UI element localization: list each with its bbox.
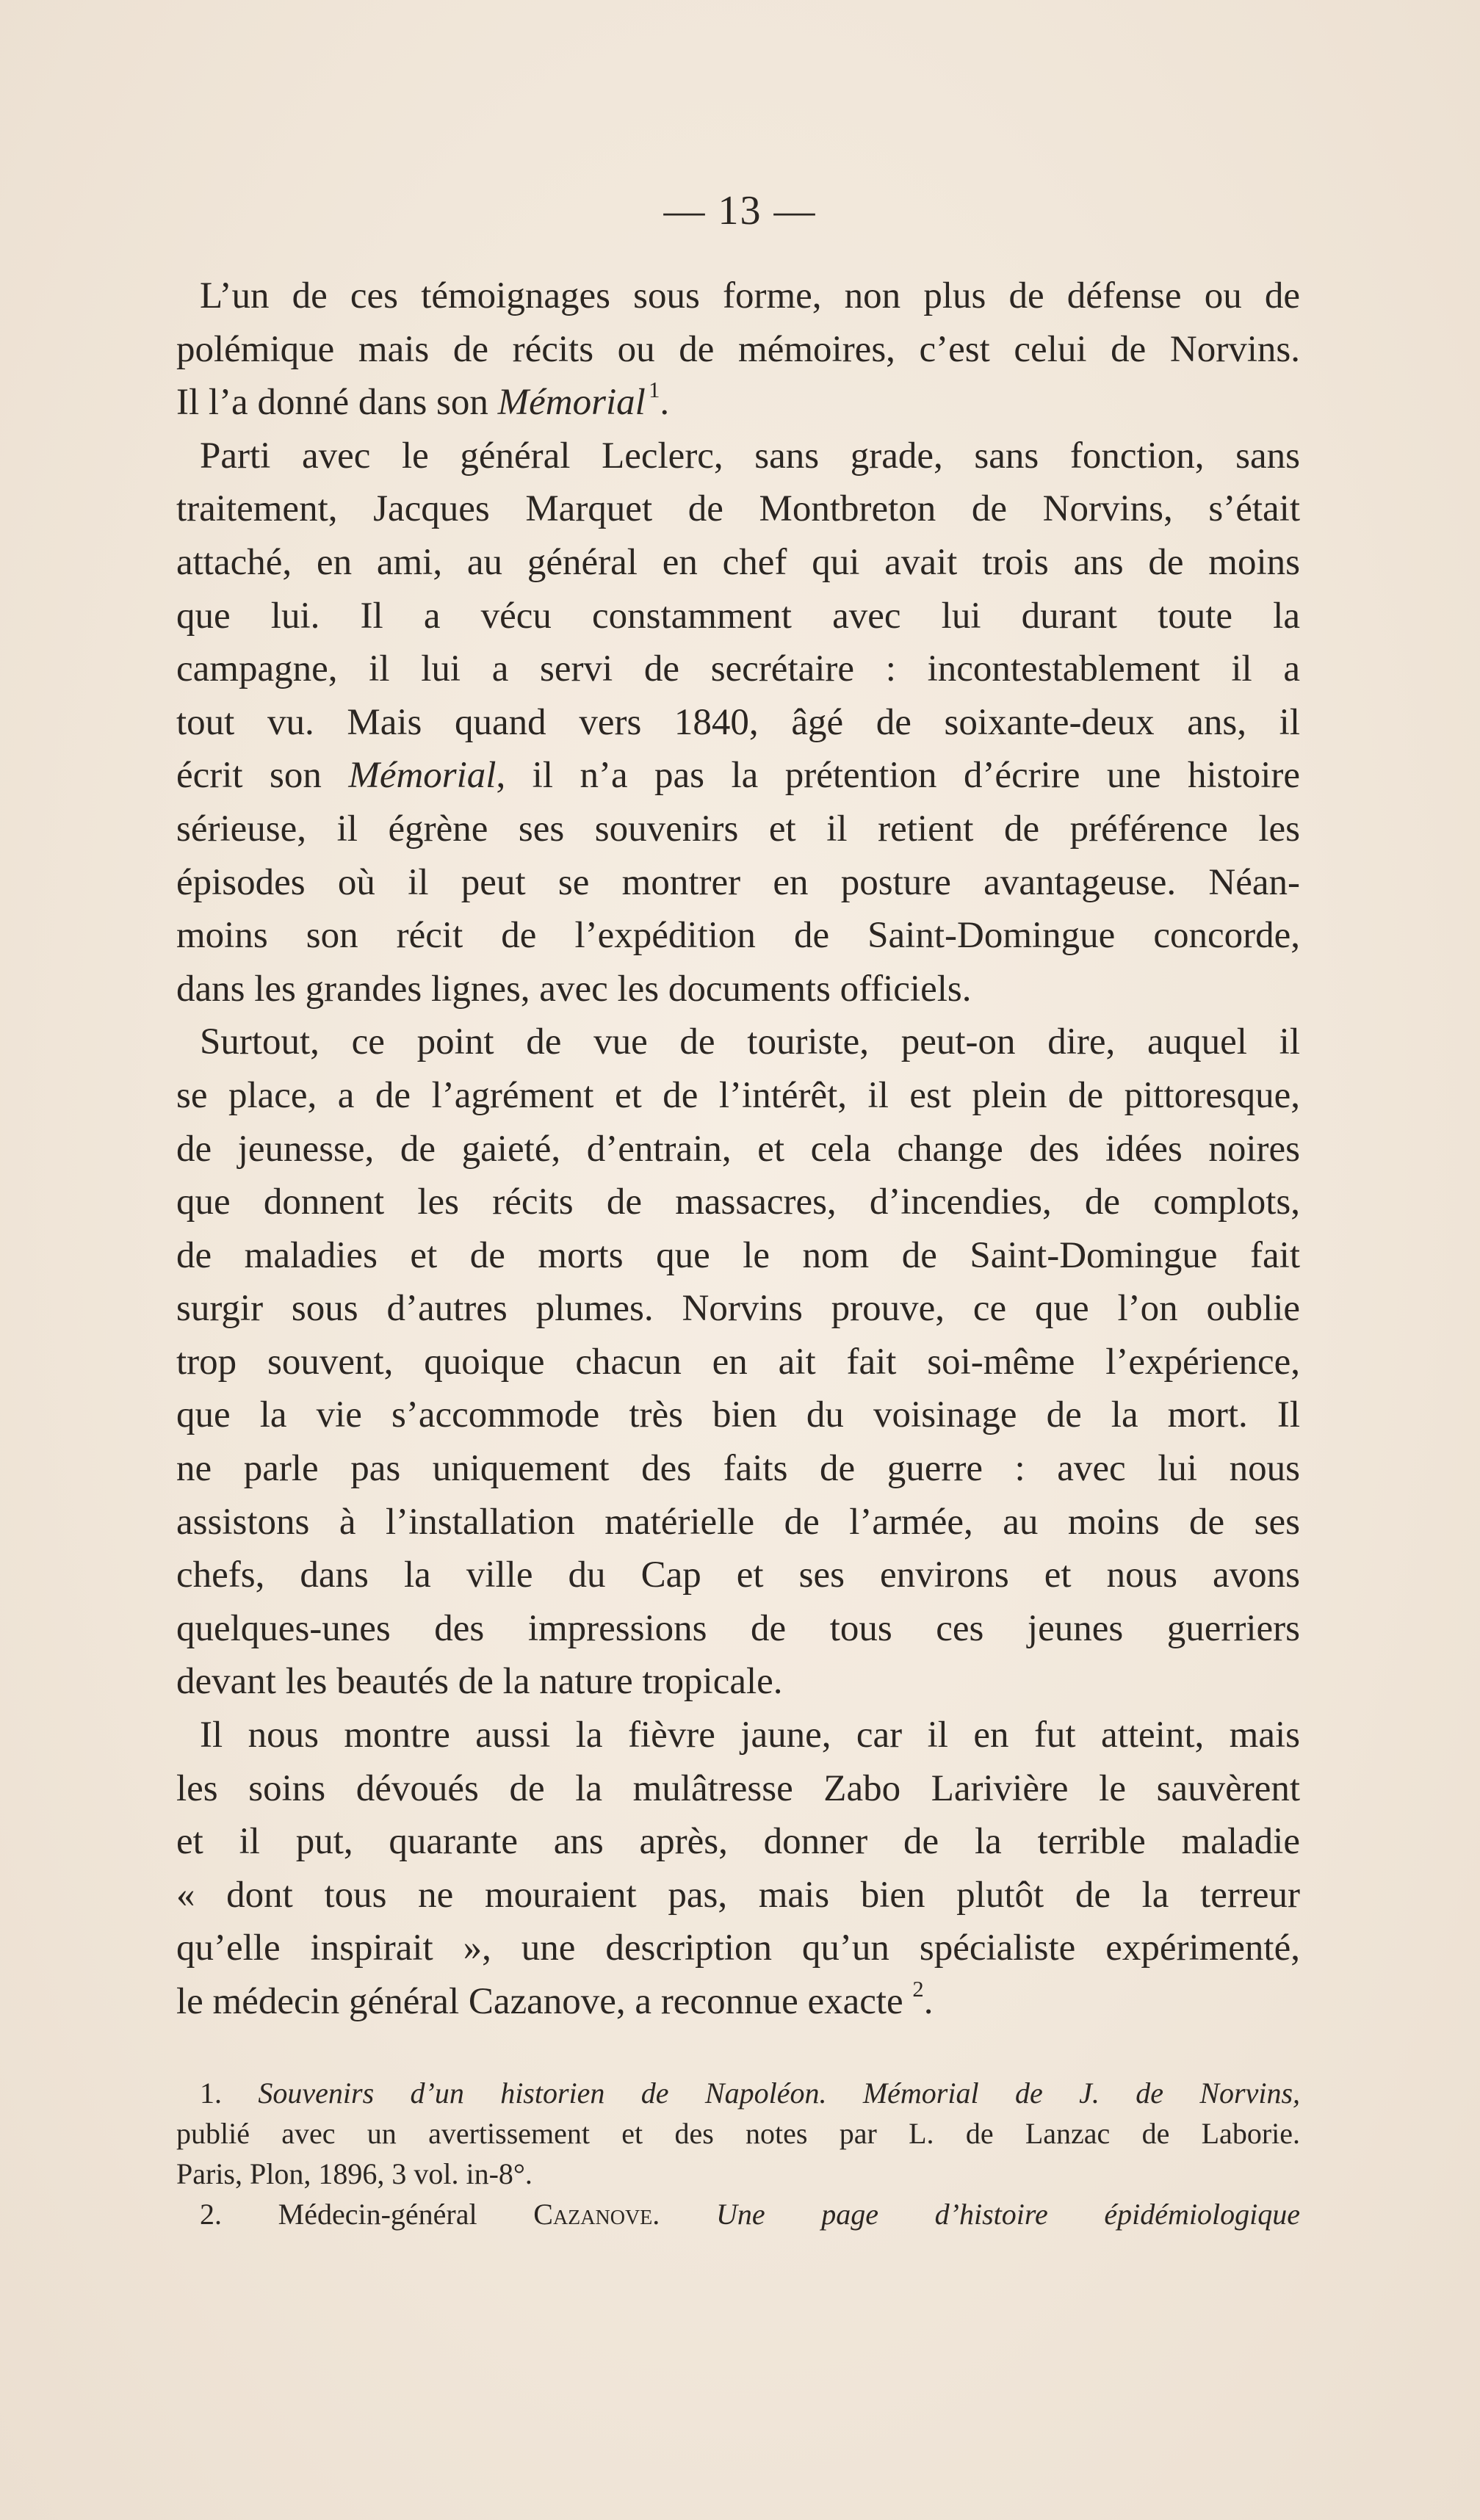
text-line: Il nous montre aussi la fièvre jaune, car il en fut atteint, mais <box>200 1715 1300 1756</box>
text-line: traitement, Jacques Marquet de Montbreton de Norvins, s’était <box>176 488 1300 530</box>
paragraph-3-line <box>176 1015 1300 1069</box>
paragraph-2-line <box>176 536 1300 590</box>
paragraph-3-line <box>176 1123 1300 1176</box>
text-line: que donnent les récits de massacres, d’incendies, de complots, <box>176 1181 1300 1223</box>
text-line: tout vu. Mais quand vers 1840, âgé de soixante-deux ans, il <box>176 701 1300 743</box>
italic-title: Mémorial <box>348 755 497 797</box>
text-segment: le médecin général Cazanove, a reconnue exacte <box>176 1981 913 2022</box>
italic-title: Mémorial <box>497 382 646 424</box>
footnote-number: 1. <box>200 2077 259 2110</box>
paragraph-4-line <box>176 1922 1300 1975</box>
text-line: Parti avec le général Leclerc, sans grade, sans fonction, sans <box>200 435 1300 477</box>
text-line: polémique mais de récits ou de mémoires, c’est celui de Norvins. <box>176 328 1300 370</box>
text-line: moins son récit de l’expédition de Saint-Domingue concorde, <box>176 915 1300 957</box>
paragraph-1-line <box>176 269 1300 323</box>
text-line: qu’elle inspirait », une description qu’un spécialiste expérimenté, <box>176 1927 1300 1969</box>
text-line: publié avec un avertissement et des notes par L. de Lanzac de Laborie. <box>176 2117 1300 2150</box>
paragraph-3-line <box>176 1229 1300 1283</box>
paragraph-3-line <box>176 1282 1300 1336</box>
footnote-author: Cazanove <box>533 2198 653 2231</box>
paragraph-2-line <box>176 642 1300 696</box>
paragraph-3-line <box>176 1549 1300 1602</box>
text-line: se place, a de l’agrément et de l’intérêt, il est plein de pittoresque, <box>176 1074 1300 1116</box>
footnote-title: Une page d’histoire épidémiologique <box>715 2198 1300 2231</box>
paragraph-2-line <box>176 482 1300 536</box>
text-line: trop souvent, quoique chacun en ait fait soi-même l’expérience, <box>176 1341 1300 1383</box>
text-segment: . <box>923 1981 934 2022</box>
paragraph-3-line <box>176 1602 1300 1656</box>
page-number: — 13 — <box>663 188 817 233</box>
paragraph-2-line <box>176 696 1300 750</box>
paragraph-4-line <box>176 1815 1300 1869</box>
footnotes <box>176 2073 1300 2234</box>
text-line: et il put, quarante ans après, donner de la terrible maladie <box>176 1821 1300 1863</box>
text-segment: . <box>652 2198 716 2231</box>
paragraph-4-line <box>176 1975 1300 2029</box>
text-line: de jeunesse, de gaieté, d’entrain, et cela change des idées noires <box>176 1128 1300 1170</box>
text-line: dans les grandes lignes, avec les documents officiels. <box>176 968 972 1010</box>
paragraph-3-line <box>176 1069 1300 1123</box>
paragraph-2-line <box>176 963 1300 1016</box>
paragraph-4-line <box>176 1709 1300 1762</box>
footnote-1-line <box>176 2073 1300 2113</box>
text-line: les soins dévoués de la mulâtresse Zabo Larivière le sauvèrent <box>176 1767 1300 1809</box>
paragraph-2-line <box>176 803 1300 856</box>
text-line: sérieuse, il égrène ses souvenirs et il retient de préférence les <box>176 808 1300 850</box>
text-line: que lui. Il a vécu constamment avec lui durant toute la <box>176 595 1300 637</box>
text-line: « dont tous ne mouraient pas, mais bien plutôt de la terreur <box>176 1874 1300 1916</box>
text-line: de maladies et de morts que le nom de Saint-Domingue fait <box>176 1234 1300 1276</box>
text-line: attaché, en ami, au général en chef qui avait trois ans de moins <box>176 541 1300 583</box>
text-line: campagne, il lui a servi de secrétaire : incontestablement il a <box>176 648 1300 690</box>
text-line: ne parle pas uniquement des faits de guerre : avec lui nous <box>176 1448 1300 1490</box>
footnote-title: Souvenirs d’un historien de Napoléon. Mémorial de J. de Norvins, <box>258 2077 1301 2110</box>
paragraph-1-line <box>176 323 1300 377</box>
paragraph-4-line <box>176 1869 1300 1922</box>
paragraph-4-line <box>176 1762 1300 1816</box>
text-segment: . <box>660 382 670 424</box>
text-line: L’un de ces témoignages sous forme, non plus de défense ou de <box>200 275 1300 316</box>
text-line: surgir sous d’autres plumes. Norvins prouve, ce que l’on oublie <box>176 1288 1300 1330</box>
footnote-1-line <box>176 2154 1300 2194</box>
text-segment: Il l’a donné dans son <box>176 382 498 424</box>
paragraph-3-line <box>176 1655 1300 1709</box>
paragraph-2-line <box>176 749 1300 803</box>
text-line: Surtout, ce point de vue de touriste, peut-on dire, auquel il <box>200 1021 1300 1063</box>
paragraph-3-line <box>176 1176 1300 1229</box>
body-text <box>176 269 1300 2029</box>
paragraph-2-line <box>176 909 1300 963</box>
text-line: devant les beautés de la nature tropicale. <box>176 1661 783 1703</box>
paragraph-2-line <box>176 430 1300 483</box>
paragraph-3-line <box>176 1388 1300 1442</box>
text-line: assistons à l’installation matérielle de l’armée, au moins de ses <box>176 1501 1300 1543</box>
text-line: que la vie s’accommode très bien du voisinage de la mort. Il <box>176 1394 1300 1436</box>
paragraph-3-line <box>176 1496 1300 1549</box>
text-line: épisodes où il peut se montrer en posture avantageuse. Néan- <box>176 861 1300 903</box>
paragraph-3-line <box>176 1442 1300 1496</box>
footnote-2-line <box>176 2194 1300 2234</box>
text-line: quelques-unes des impressions de tous ces jeunes guerriers <box>176 1607 1300 1649</box>
paragraph-3-line <box>176 1336 1300 1389</box>
paragraph-1-line <box>176 376 1300 430</box>
text-segment: écrit son <box>176 755 349 797</box>
footnote-number: 2. Médecin-général <box>200 2198 534 2231</box>
footnote-ref-2: 2 <box>912 1977 924 2002</box>
text-segment: , il n’a pas la prétention d’écrire une histoire <box>496 755 1300 797</box>
text-line: Paris, Plon, 1896, 3 vol. in-8°. <box>176 2157 533 2190</box>
footnote-ref-1: 1 <box>649 377 660 403</box>
paragraph-2-line <box>176 856 1300 910</box>
footnote-1-line <box>176 2113 1300 2154</box>
text-line: chefs, dans la ville du Cap et ses environs et nous avons <box>176 1554 1300 1596</box>
paragraph-2-line <box>176 590 1300 643</box>
